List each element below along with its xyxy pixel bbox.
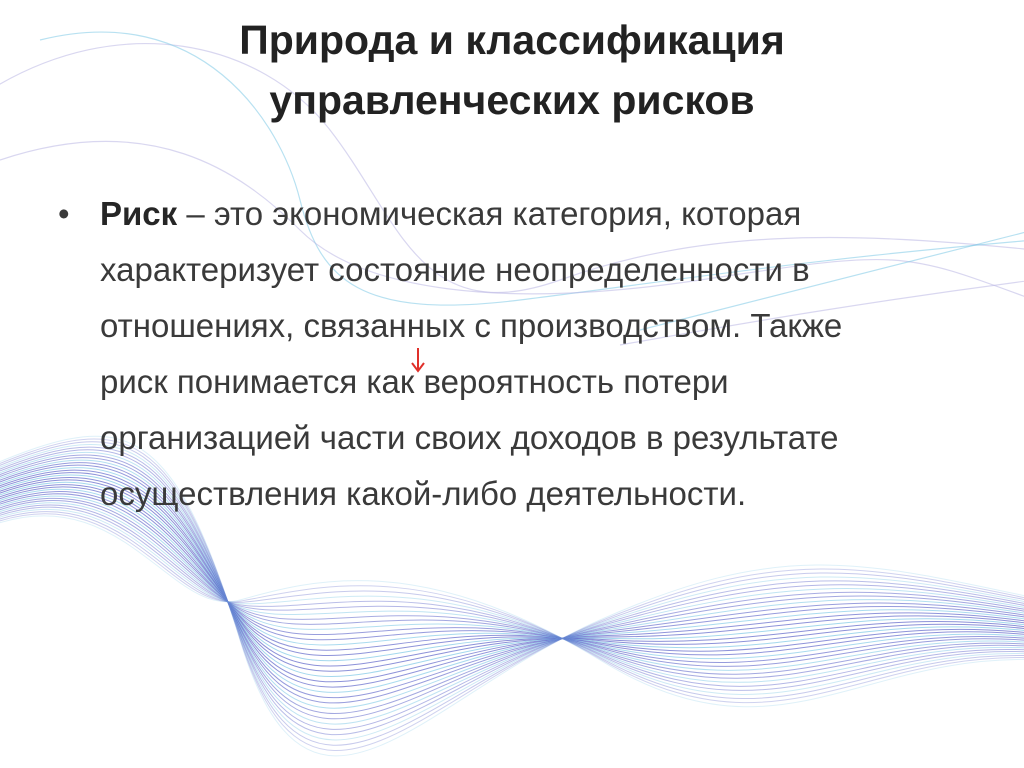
title-line-2: управленческих рисков [269,77,755,123]
title-line-1: Природа и классификация [239,17,785,63]
slide-title [0,10,1024,130]
bullet-symbol: • [58,195,70,232]
red-down-arrow-icon [409,346,427,376]
bullet-paragraph [58,186,900,522]
bullet-term: Риск [100,195,178,232]
bullet-text: – это экономическая категория, которая характеризует состояние неопределенности в отношениях, связанных с производством. Также риск понимается как вероятность потери организацией части своих доходов в результате осуществления какой-либо деятельности. [100,195,843,512]
